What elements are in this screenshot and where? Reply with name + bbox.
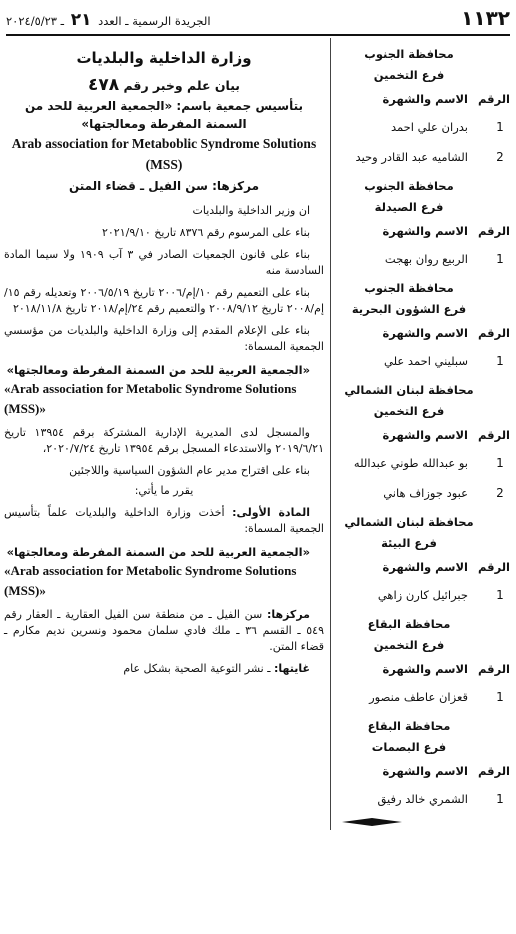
column-header-number: الرقم — [478, 326, 510, 340]
table-row — [334, 346, 510, 376]
statement-prefix: بيان علم وخبر رقم — [123, 78, 240, 93]
branch-title: فرع التخمين — [373, 638, 445, 652]
province-block — [334, 716, 510, 814]
column-header-name: الاسم والشهرة — [382, 662, 468, 676]
row-name: قعزان عاطف منصور — [369, 690, 468, 704]
column-header-name: الاسم والشهرة — [382, 326, 468, 340]
column-header-name: الاسم والشهرة — [382, 560, 468, 574]
table-header-row — [334, 554, 510, 580]
table-row — [334, 580, 510, 610]
row-name: بو عبدالله طوني عبدالله — [353, 456, 468, 470]
headquarters-text: سن الفيل ـ من منطقة سن الفيل العقارية ـ العقار رقم ٥٤٩ ـ القسم ٣٦ ـ ملك فادي سلمان محمود ونسرين نديم مكارم ـ قضاء المتن. — [4, 608, 324, 653]
end-of-list-ornament — [342, 818, 402, 826]
table-row — [334, 244, 510, 274]
decides-line: يقرر ما يأتي: — [134, 484, 194, 497]
statement-number: ٤٧٨ — [88, 75, 120, 95]
headquarters-paragraph — [4, 607, 324, 655]
column-header-name: الاسم والشهرة — [382, 92, 468, 106]
headquarters-lead: مركزها: — [266, 608, 310, 621]
province-block — [334, 176, 510, 274]
association-name-quote: «الجمعية العربية للحد من السمنة المفرطة ومعالجتها» — [6, 363, 310, 377]
province-title: محافظة البقاع — [367, 617, 451, 631]
row-number: 1 — [496, 354, 504, 368]
row-name: الربيع روان بهجت — [384, 252, 468, 266]
column-header-name: الاسم والشهرة — [382, 224, 468, 238]
paragraph: بناء على قانون الجمعيات الصادر في ٣ آب ١٩٠٩ ولا سيما المادة السادسة منه — [4, 248, 324, 277]
province-block — [334, 278, 510, 376]
province-title: محافظة لبنان الشمالي — [344, 383, 474, 397]
branch-title: فرع الشؤون البحرية — [351, 302, 467, 316]
association-name-quote: «الجمعية العربية للحد من السمنة المفرطة ومعالجتها» — [6, 545, 310, 559]
province-block — [334, 44, 510, 172]
row-name: بدران علي احمد — [391, 120, 468, 134]
province-block — [334, 380, 510, 508]
latin-name-quote: «Arab association for Metabolic Syndrome Solutions (MSS)» — [4, 381, 297, 416]
branch-title: فرع البصمات — [371, 740, 447, 754]
table-row — [334, 784, 510, 814]
article-one-lead: المادة الأولى: — [232, 506, 310, 519]
paragraph: بناء على اقتراح مدير عام الشؤون السياسية واللاجئين — [69, 464, 310, 477]
province-title: محافظة البقاع — [367, 719, 451, 733]
row-name: عبود جوزاف هاني — [383, 486, 468, 500]
table-row — [334, 448, 510, 478]
header-rule — [6, 34, 510, 36]
article-column — [4, 46, 324, 677]
row-number: 1 — [496, 690, 504, 704]
branch-title: فرع الصيدلة — [374, 200, 444, 214]
page-number: ١١٣٢ — [461, 6, 510, 30]
province-block — [334, 614, 510, 712]
column-header-name: الاسم والشهرة — [382, 428, 468, 442]
paragraph: ان وزير الداخلية والبلديات — [192, 204, 310, 217]
table-row — [334, 112, 510, 142]
row-name: سبليني احمد علي — [384, 354, 468, 368]
ministry-title: وزارة الداخلية والبلديات — [76, 49, 252, 67]
province-title: محافظة الجنوب — [364, 281, 454, 295]
paragraph: بناء على الإعلام المقدم إلى وزارة الداخلية والبلديات من مؤسسي الجمعية المسماة: — [4, 324, 324, 353]
statement-title — [4, 74, 324, 97]
paragraph: بناء على المرسوم رقم ٨٣٧٦ تاريخ ٢٠٢١/٩/١٠ — [101, 226, 310, 239]
table-row — [334, 478, 510, 508]
column-header-name: الاسم والشهرة — [382, 764, 468, 778]
paragraph: بناء على التعميم رقم ١٠/إم/٢٠٠٦ تاريخ ٢٠٠٦/٥/١٩ وتعديله رقم ١٥/إم/٢٠٠٨ تاريخ ٢٠٠٨/٩/١٢ والتعميم رقم ٢٤/إم/٢٠١٨ تاريخ ٢٠١٨/١١/٨ — [4, 286, 324, 315]
branch-title: فرع التخمين — [373, 404, 445, 418]
column-header-number: الرقم — [478, 92, 510, 106]
province-title: محافظة الجنوب — [364, 179, 454, 193]
province-title: محافظة الجنوب — [364, 47, 454, 61]
article-one-text: أخذت وزارة الداخلية والبلديات علماً بتأسيس الجمعية المسماة: — [4, 506, 324, 535]
table-header-row — [334, 758, 510, 784]
running-header — [6, 10, 211, 30]
headquarters-line: مركزها: سن الفيل ـ قضاء المتن — [68, 179, 260, 193]
row-number: 2 — [496, 150, 504, 164]
latin-name-quote: «Arab association for Metabolic Syndrome Solutions (MSS)» — [4, 563, 297, 598]
founding-line: بتأسيس جمعية باسم: «الجمعية العربية للحد من السمنة المفرطة ومعالجتها» — [24, 99, 304, 131]
column-header-number: الرقم — [478, 560, 510, 574]
province-title: محافظة لبنان الشمالي — [344, 515, 474, 529]
row-number: 1 — [496, 456, 504, 470]
table-row — [334, 682, 510, 712]
page-header — [6, 6, 510, 34]
province-block — [334, 512, 510, 610]
row-name: الشاميه عبد القادر وحيد — [355, 150, 468, 164]
column-divider — [330, 38, 331, 830]
branch-title: فرع التخمين — [373, 68, 445, 82]
row-number: 1 — [496, 252, 504, 266]
column-header-number: الرقم — [478, 764, 510, 778]
table-header-row — [334, 320, 510, 346]
issue-date: ـ ٢٠٢٤/٥/٢٣ — [6, 14, 65, 28]
table-header-row — [334, 218, 510, 244]
table-row — [334, 142, 510, 172]
table-header-row — [334, 86, 510, 112]
names-tables-column — [334, 44, 510, 826]
goals-paragraph — [4, 661, 324, 677]
column-header-number: الرقم — [478, 224, 510, 238]
row-number: 2 — [496, 486, 504, 500]
goals-text: ـ نشر التوعية الصحية بشكل عام — [123, 662, 271, 675]
running-prefix: الجريدة الرسمية ـ العدد — [98, 14, 211, 28]
row-number: 1 — [496, 792, 504, 806]
paragraph: والمسجل لدى المديرية الإدارية المشتركة برقم ١٣٩٥٤ تاريخ ٢٠١٩/٦/٢١ والاستدعاء المسجل برقم ١٣٩٥٤ تاريخ ٢٠٢٠/٧/٢٤، — [4, 426, 324, 455]
issue-number: ٢١ — [70, 10, 92, 30]
article-one — [4, 505, 324, 537]
row-name: الشمري خالد رفيق — [377, 792, 468, 806]
row-name: جبرائيل كارن زاهي — [377, 588, 468, 602]
latin-name: Arab association for Metaboblic Syndrome Solutions (MSS) — [11, 136, 317, 172]
table-header-row — [334, 422, 510, 448]
branch-title: فرع البيئة — [381, 536, 437, 550]
row-number: 1 — [496, 120, 504, 134]
column-header-number: الرقم — [478, 662, 510, 676]
goals-lead: غايتها: — [273, 662, 310, 675]
table-header-row — [334, 656, 510, 682]
row-number: 1 — [496, 588, 504, 602]
column-header-number: الرقم — [478, 428, 510, 442]
